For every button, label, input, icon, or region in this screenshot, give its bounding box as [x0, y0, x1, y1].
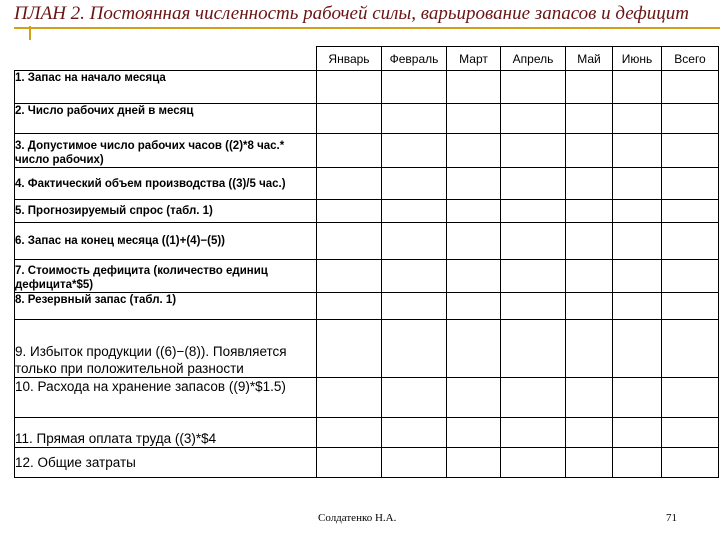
row-label: 5. Прогнозируемый спрос (табл. 1) — [15, 200, 317, 223]
column-header-total: Всего — [662, 47, 719, 71]
table-cell — [566, 260, 613, 293]
table-cell — [662, 71, 719, 104]
table-cell — [566, 223, 613, 260]
table-cell — [501, 378, 566, 418]
table-cell — [662, 293, 719, 320]
table-cell — [501, 448, 566, 478]
row-label: 7. Стоимость дефицита (количество единиц дефицита*$5) — [15, 260, 317, 293]
table-cell — [566, 448, 613, 478]
table-cell — [447, 200, 501, 223]
row-label: 11. Прямая оплата труда ((3)*$4 — [15, 418, 317, 448]
row-label: 12. Общие затраты — [15, 448, 317, 478]
column-header-april: Апрель — [501, 47, 566, 71]
table-cell — [662, 134, 719, 168]
table-cell — [382, 71, 447, 104]
table-cell — [566, 168, 613, 200]
table-row — [15, 168, 719, 200]
row-label: 1. Запас на начало месяца — [15, 71, 317, 104]
table-cell — [382, 168, 447, 200]
table-cell — [613, 223, 662, 260]
table-cell — [613, 134, 662, 168]
table-cell — [447, 320, 501, 378]
table-cell — [566, 71, 613, 104]
table-cell — [501, 134, 566, 168]
table-row — [15, 260, 719, 293]
table-cell — [317, 200, 382, 223]
table-cell — [382, 223, 447, 260]
table-cell — [613, 71, 662, 104]
table-cell — [613, 320, 662, 378]
table-cell — [382, 320, 447, 378]
row-label: 2. Число рабочих дней в месяц — [15, 104, 317, 134]
table-cell — [317, 293, 382, 320]
table-cell — [566, 200, 613, 223]
table-cell — [613, 448, 662, 478]
table-cell — [662, 448, 719, 478]
table-cell — [447, 260, 501, 293]
table-cell — [382, 260, 447, 293]
table-cell — [382, 104, 447, 134]
table-cell — [317, 168, 382, 200]
table-cell — [317, 378, 382, 418]
table-cell — [613, 378, 662, 418]
table-row — [15, 418, 719, 448]
table-row — [15, 200, 719, 223]
slide-title: ПЛАН 2. Постоянная численность рабочей силы, варьирование запасов и дефицит — [14, 3, 689, 24]
table-cell — [662, 320, 719, 378]
table-cell — [566, 293, 613, 320]
table-cell — [613, 200, 662, 223]
page-number: 71 — [666, 512, 677, 524]
table-cell — [501, 168, 566, 200]
table-cell — [566, 134, 613, 168]
table-cell — [447, 448, 501, 478]
table-cell — [613, 418, 662, 448]
title-underline — [14, 27, 720, 29]
table-cell — [613, 168, 662, 200]
table-cell — [501, 260, 566, 293]
table-cell — [382, 378, 447, 418]
table-row — [15, 134, 719, 168]
table-cell — [382, 418, 447, 448]
row-label: 9. Избыток продукции ((6)−(8)). Появляется только при положительной разности — [15, 320, 317, 378]
table-cell — [662, 168, 719, 200]
table-cell — [317, 448, 382, 478]
table-cell — [317, 104, 382, 134]
header-row — [15, 47, 719, 71]
row-label: 4. Фактический объем производства ((3)/5 час.) — [15, 168, 317, 200]
table-cell — [447, 134, 501, 168]
table-cell — [613, 260, 662, 293]
table-cell — [566, 320, 613, 378]
row-label: 3. Допустимое число рабочих часов ((2)*8 час.* число рабочих) — [15, 134, 317, 168]
footer-author: Солдатенко Н.А. — [318, 512, 397, 524]
table-cell — [317, 320, 382, 378]
table-cell — [662, 200, 719, 223]
row-label: 10. Расхода на хранение запасов ((9)*$1.5) — [15, 378, 317, 418]
table-cell — [317, 418, 382, 448]
table-cell — [382, 134, 447, 168]
table-cell — [501, 71, 566, 104]
column-header-june: Июнь — [613, 47, 662, 71]
column-header-january: Январь — [317, 47, 382, 71]
table-row — [15, 320, 719, 378]
table-row — [15, 223, 719, 260]
table-cell — [566, 418, 613, 448]
table-cell — [382, 200, 447, 223]
table-row — [15, 378, 719, 418]
title-area — [0, 0, 720, 40]
table-row — [15, 104, 719, 134]
table-row — [15, 448, 719, 478]
table-cell — [662, 378, 719, 418]
header-blank-cell — [15, 47, 317, 71]
table-cell — [447, 418, 501, 448]
table-cell — [501, 104, 566, 134]
table-cell — [317, 134, 382, 168]
table-cell — [566, 378, 613, 418]
column-header-may: Май — [566, 47, 613, 71]
table-cell — [662, 260, 719, 293]
table-cell — [613, 293, 662, 320]
table-cell — [447, 223, 501, 260]
row-label: 6. Запас на конец месяца ((1)+(4)−(5)) — [15, 223, 317, 260]
table-cell — [447, 168, 501, 200]
table-cell — [501, 418, 566, 448]
table-cell — [613, 104, 662, 134]
title-accent-bar — [29, 26, 31, 40]
table-cell — [382, 293, 447, 320]
table-row — [15, 293, 719, 320]
table-cell — [662, 223, 719, 260]
table-cell — [662, 418, 719, 448]
table-cell — [382, 448, 447, 478]
table-cell — [566, 104, 613, 134]
table-cell — [501, 200, 566, 223]
column-header-march: Март — [447, 47, 501, 71]
row-label: 8. Резервный запас (табл. 1) — [15, 293, 317, 320]
table-cell — [447, 293, 501, 320]
table-cell — [317, 223, 382, 260]
table-row — [15, 71, 719, 104]
table-cell — [447, 378, 501, 418]
table-cell — [317, 71, 382, 104]
table-cell — [447, 71, 501, 104]
table-cell — [317, 260, 382, 293]
table-cell — [447, 104, 501, 134]
table-cell — [662, 104, 719, 134]
plan-table — [14, 46, 719, 478]
table-cell — [501, 293, 566, 320]
column-header-february: Февраль — [382, 47, 447, 71]
table-cell — [501, 223, 566, 260]
table-cell — [501, 320, 566, 378]
